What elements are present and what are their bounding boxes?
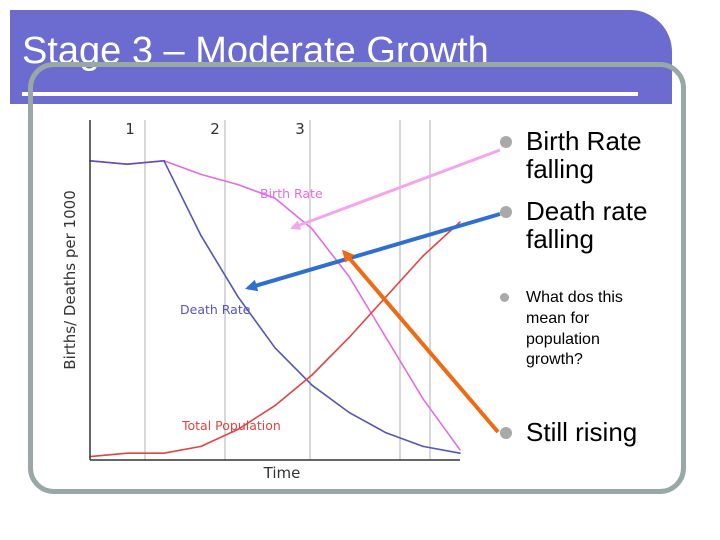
stage-label-3: 3: [295, 120, 305, 138]
bullet-text: Still rising: [526, 417, 638, 447]
series-label-birth-rate: Birth Rate: [260, 186, 323, 201]
stage-label-2: 2: [210, 120, 220, 138]
birth-rate-arrow: [292, 150, 500, 228]
stage-label-1: 1: [125, 120, 135, 138]
x-axis-label: Time: [263, 464, 301, 482]
series-label-death-rate: Death Rate: [180, 302, 251, 317]
slide-title: Stage 3 – Moderate Growth: [22, 30, 489, 72]
bullet-text: Death rate falling: [526, 196, 648, 254]
series-label-total-population: Total Population: [182, 418, 281, 433]
bullet-text: Birth Rate falling: [526, 126, 642, 184]
y-axis-label: Births/ Deaths per 1000: [61, 190, 79, 370]
population-arrow: [344, 252, 498, 432]
death-rate-arrow: [248, 214, 500, 288]
bullet-text: What dos this mean for population growth?: [526, 289, 623, 369]
